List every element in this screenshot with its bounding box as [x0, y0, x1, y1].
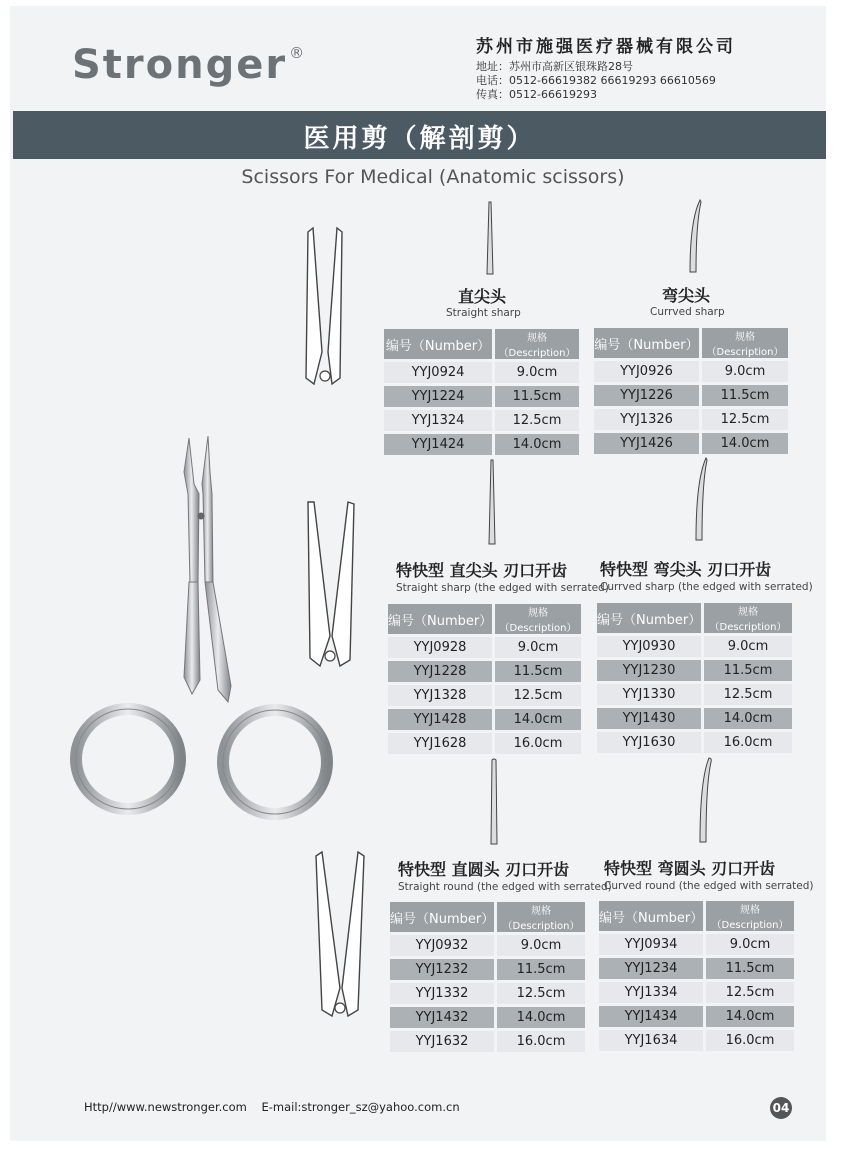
- item-number: YYJ1328: [388, 685, 492, 706]
- number-column-header: 编号（Number）: [388, 604, 492, 634]
- address-line: 地址：苏州市高新区银珠路28号: [476, 60, 633, 73]
- table-row: [599, 982, 794, 1003]
- item-size: 12.5cm: [494, 983, 585, 1004]
- table-row: [388, 637, 581, 658]
- table-header-row: [594, 328, 788, 358]
- table-row: [390, 959, 585, 980]
- item-number: YYJ1332: [390, 983, 494, 1004]
- item-number: YYJ0934: [599, 934, 703, 955]
- table-row: [599, 958, 794, 979]
- table-row: [384, 362, 579, 383]
- item-size: 14.0cm: [492, 709, 581, 730]
- serrated-straight-tip-icon: [300, 502, 362, 670]
- item-number: YYJ1432: [390, 1007, 494, 1028]
- item-number: YYJ1230: [597, 660, 701, 681]
- item-size: 16.0cm: [703, 1030, 794, 1051]
- item-size: 11.5cm: [494, 959, 585, 980]
- table-header-row: [599, 901, 794, 931]
- registered-mark: ®: [289, 44, 307, 62]
- item-size: 14.0cm: [492, 434, 579, 455]
- item-number: YYJ1326: [594, 409, 699, 430]
- item-size: 16.0cm: [701, 732, 792, 753]
- item-number: YYJ1424: [384, 434, 492, 455]
- section-subtitle-curved-sharp: Currved sharp: [650, 306, 725, 318]
- spec-table-curved-sharp: [594, 325, 788, 457]
- item-number: YYJ0932: [390, 935, 494, 956]
- table-row: [388, 733, 581, 754]
- number-column-header: 编号（Number）: [390, 902, 494, 932]
- number-column-header: 编号（Number）: [597, 603, 701, 633]
- item-number: YYJ1330: [597, 684, 701, 705]
- item-size: 11.5cm: [492, 386, 579, 407]
- section-subtitle-serrated-curved-round: Curved round (the edged with serrated): [604, 880, 814, 892]
- item-number: YYJ1428: [388, 709, 492, 730]
- description-column-header: 规格（Description）: [701, 603, 792, 633]
- title-banner: [13, 111, 826, 159]
- table-row: [597, 732, 792, 753]
- item-size: 11.5cm: [701, 660, 792, 681]
- logo-text: Stronger: [72, 42, 288, 88]
- table-row: [597, 636, 792, 657]
- item-size: 12.5cm: [492, 685, 581, 706]
- item-number: YYJ1234: [599, 958, 703, 979]
- company-name: 苏州市施强医疗器械有限公司: [476, 37, 736, 57]
- item-size: 9.0cm: [492, 637, 581, 658]
- item-size: 11.5cm: [492, 661, 581, 682]
- table-row: [384, 410, 579, 431]
- table-row: [599, 1030, 794, 1051]
- table-row: [384, 386, 579, 407]
- item-number: YYJ0926: [594, 361, 699, 382]
- curved-sharp-blade-icon: [680, 200, 704, 274]
- round-straight-tip-icon: [312, 852, 368, 1020]
- item-number: YYJ1434: [599, 1006, 703, 1027]
- item-number: YYJ0924: [384, 362, 492, 383]
- description-column-header: 规格（Description）: [492, 604, 581, 634]
- straight-sharp-tip-icon: [300, 228, 350, 388]
- table-row: [390, 1007, 585, 1028]
- item-size: 14.0cm: [494, 1007, 585, 1028]
- table-header-row: [388, 604, 581, 634]
- item-number: YYJ1628: [388, 733, 492, 754]
- table-row: [599, 1006, 794, 1027]
- table-header-row: [384, 329, 579, 359]
- page-number-badge: 04: [770, 1097, 792, 1119]
- item-number: YYJ1228: [388, 661, 492, 682]
- contact-info: [476, 60, 716, 102]
- spec-table-straight-sharp: [384, 326, 579, 458]
- number-column-header: 编号（Number）: [384, 329, 492, 359]
- item-number: YYJ1324: [384, 410, 492, 431]
- spec-table-serrated-straight-sharp: [388, 601, 581, 757]
- item-size: 12.5cm: [703, 982, 794, 1003]
- section-subtitle-serrated-curved-sharp: Currved sharp (the edged with serrated): [600, 581, 813, 593]
- section-title-curved-sharp: 弯尖头: [662, 286, 711, 305]
- description-column-header: 规格（Description）: [492, 329, 579, 359]
- item-size: 16.0cm: [492, 733, 581, 754]
- item-number: YYJ1430: [597, 708, 701, 729]
- section-subtitle-serrated-straight-sharp: Straight sharp (the edged with serrated): [396, 582, 609, 594]
- table-row: [597, 660, 792, 681]
- item-size: 11.5cm: [703, 958, 794, 979]
- item-number: YYJ1224: [384, 386, 492, 407]
- table-header-row: [597, 603, 792, 633]
- item-size: 14.0cm: [703, 1006, 794, 1027]
- table-header-row: [390, 902, 585, 932]
- number-column-header: 编号（Number）: [594, 328, 699, 358]
- table-row: [594, 433, 788, 454]
- table-row: [594, 361, 788, 382]
- table-row: [384, 434, 579, 455]
- spec-table-serrated-straight-round: [390, 899, 585, 1055]
- description-column-header: 规格（Description）: [494, 902, 585, 932]
- item-size: 9.0cm: [492, 362, 579, 383]
- serrated-curved-blade-icon: [686, 458, 710, 542]
- item-size: 14.0cm: [701, 708, 792, 729]
- item-size: 9.0cm: [703, 934, 794, 955]
- section-title-straight-sharp: 直尖头: [458, 287, 507, 306]
- table-row: [390, 935, 585, 956]
- website-link[interactable]: Http//www.newstronger.com: [84, 1100, 247, 1114]
- round-curved-blade-icon: [690, 758, 714, 844]
- section-title-serrated-curved-sharp: 特快型 弯尖头 刃口开齿: [600, 560, 772, 579]
- table-row: [594, 385, 788, 406]
- item-number: YYJ1426: [594, 433, 699, 454]
- number-column-header: 编号（Number）: [599, 901, 703, 931]
- table-row: [388, 709, 581, 730]
- item-size: 12.5cm: [492, 410, 579, 431]
- item-number: YYJ1232: [390, 959, 494, 980]
- item-number: YYJ1634: [599, 1030, 703, 1051]
- table-row: [599, 934, 794, 955]
- email-link[interactable]: E-mail:stronger_sz@yahoo.com.cn: [261, 1100, 460, 1114]
- phone-line: 电话：0512-66619382 66619293 66610569: [476, 74, 716, 87]
- item-number: YYJ0930: [597, 636, 701, 657]
- table-row: [597, 684, 792, 705]
- footer: [84, 1100, 460, 1114]
- section-title-serrated-straight-sharp: 特快型 直尖头 刃口开齿: [396, 561, 568, 580]
- item-size: 16.0cm: [494, 1031, 585, 1052]
- item-number: YYJ1226: [594, 385, 699, 406]
- brand-logo: [72, 42, 306, 88]
- table-row: [594, 409, 788, 430]
- banner-title: 医用剪（解剖剪）: [303, 124, 536, 154]
- item-size: 12.5cm: [699, 409, 788, 430]
- item-size: 14.0cm: [699, 433, 788, 454]
- item-number: YYJ1630: [597, 732, 701, 753]
- serrated-straight-blade-icon: [484, 460, 500, 544]
- item-number: YYJ1334: [599, 982, 703, 1003]
- section-title-serrated-straight-round: 特快型 直圆头 刃口开齿: [398, 860, 570, 879]
- item-number: YYJ1632: [390, 1031, 494, 1052]
- section-subtitle-straight-sharp: Straight sharp: [446, 307, 521, 319]
- page-subtitle: Scissors For Medical (Anatomic scissors): [241, 166, 625, 188]
- table-row: [390, 1031, 585, 1052]
- description-column-header: 规格（Description）: [699, 328, 788, 358]
- fax-line: 传真：0512-66619293: [476, 88, 597, 101]
- table-row: [388, 661, 581, 682]
- item-number: YYJ0928: [388, 637, 492, 658]
- spec-table-serrated-curved-round: [599, 898, 794, 1054]
- section-title-serrated-curved-round: 特快型 弯圆头 刃口开齿: [604, 859, 776, 878]
- table-row: [388, 685, 581, 706]
- round-straight-blade-icon: [486, 760, 502, 844]
- item-size: 12.5cm: [701, 684, 792, 705]
- table-row: [390, 983, 585, 1004]
- item-size: 9.0cm: [699, 361, 788, 382]
- item-size: 9.0cm: [494, 935, 585, 956]
- spec-table-serrated-curved-sharp: [597, 600, 792, 756]
- description-column-header: 规格（Description）: [703, 901, 794, 931]
- section-subtitle-serrated-straight-round: Straight round (the edged with serrated): [398, 881, 612, 893]
- straight-sharp-blade-icon: [482, 202, 498, 274]
- table-row: [597, 708, 792, 729]
- item-size: 9.0cm: [701, 636, 792, 657]
- item-size: 11.5cm: [699, 385, 788, 406]
